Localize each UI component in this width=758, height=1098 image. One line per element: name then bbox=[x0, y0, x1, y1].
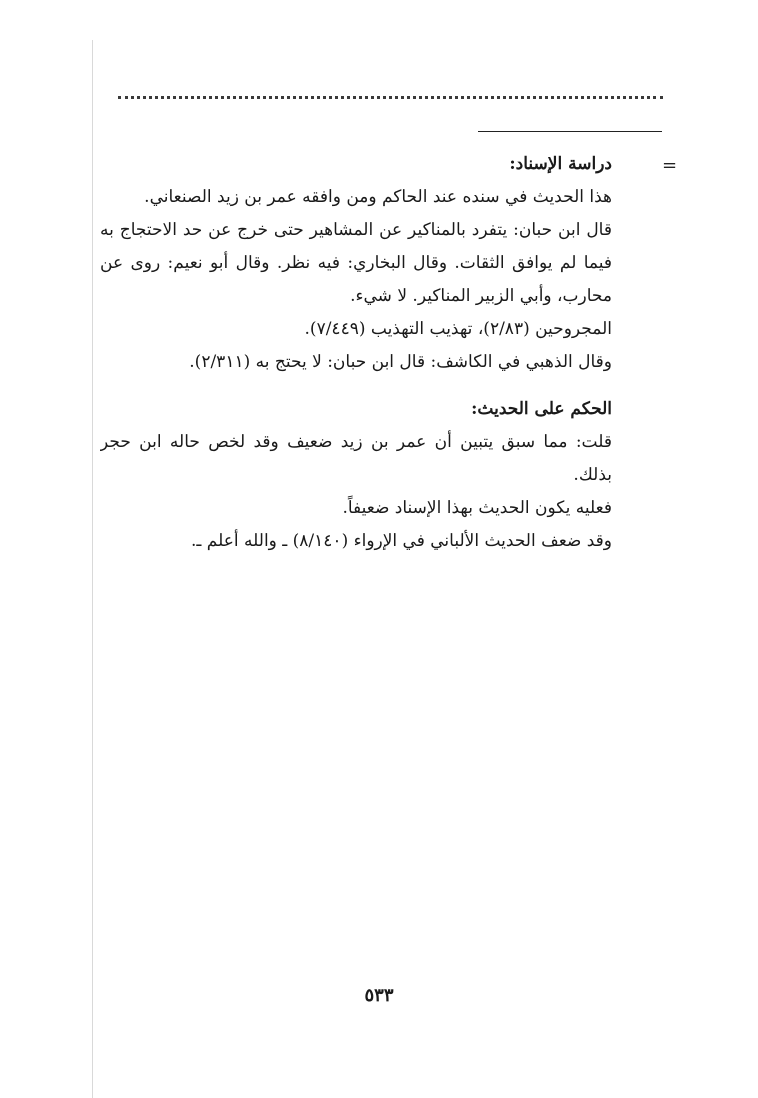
dotted-separator bbox=[118, 96, 663, 99]
isnad-line: المجروحين (٢/٨٣)، تهذيب التهذيب (٧/٤٤٩). bbox=[304, 319, 612, 339]
isnad-line: وقال الذهبي في الكاشف: قال ابن حبان: لا يحتج به (٢/٣١١). bbox=[189, 352, 612, 372]
main-text bbox=[100, 148, 612, 558]
margin-mark: = bbox=[662, 155, 678, 176]
ruling-line: وقد ضعف الحديث الألباني في الإرواء (٨/١٤٠) ـ والله أعلم ـ. bbox=[191, 531, 612, 551]
ruling-line: بذلك. bbox=[573, 465, 612, 485]
heading-hadith-ruling: الحكم على الحديث: bbox=[471, 399, 612, 419]
scan-edge-line bbox=[92, 40, 93, 1098]
footnote-rule bbox=[478, 131, 662, 132]
ruling-line: قلت: مما سبق يتبين أن عمر بن زيد ضعيف وقد لخص حاله ابن حجر bbox=[100, 432, 612, 452]
heading-isnad-study: دراسة الإسناد: bbox=[509, 154, 612, 174]
isnad-line: محارب، وأبي الزبير المناكير. لا شيء. bbox=[350, 286, 612, 306]
ruling-line: فعليه يكون الحديث بهذا الإسناد ضعيفاً. bbox=[342, 498, 612, 518]
isnad-line: فيما لم يوافق الثقات. وقال البخاري: فيه نظر. وقال أبو نعيم: روى عن bbox=[100, 253, 612, 273]
isnad-line: قال ابن حبان: يتفرد بالمناكير عن المشاهير حتى خرج عن حد الاحتجاج به bbox=[100, 220, 612, 240]
page-number: ٥٣٣ bbox=[364, 985, 394, 1006]
isnad-line: هذا الحديث في سنده عند الحاكم ومن وافقه عمر بن زيد الصنعاني. bbox=[144, 187, 612, 207]
